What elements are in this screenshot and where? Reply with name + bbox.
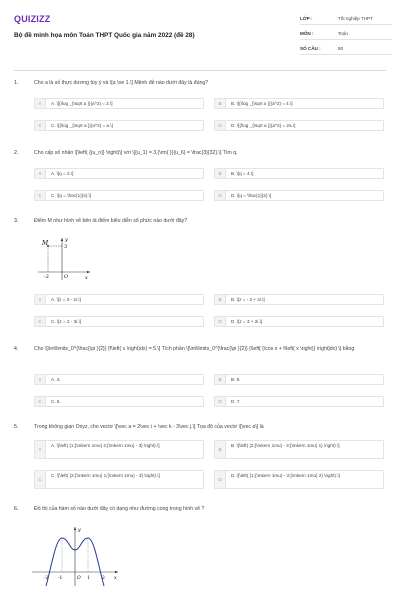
- x-axis-label: x: [114, 575, 117, 581]
- option-letter: D: [215, 191, 226, 200]
- tick-label: -1: [58, 576, 63, 581]
- option-b[interactable]: [214, 374, 384, 385]
- point-label: M: [42, 240, 49, 247]
- function-curve-figure: [30, 524, 120, 588]
- tick-label: -2: [44, 576, 49, 581]
- tick-label-y: 3: [64, 244, 68, 250]
- option-letter: A: [35, 441, 46, 458]
- option-text: A. \[\left( {1;{\mkern 1mu} 2;{\mkern 1mu} - 3} \right).\]: [51, 442, 160, 448]
- question-text: Điểm M như hình vẽ bên là điểm biểu diễn số phức nào dưới đây?: [34, 218, 188, 224]
- meta-label: MÔN :: [300, 31, 314, 36]
- option-letter: A: [35, 295, 46, 304]
- header-divider: [14, 70, 386, 71]
- option-d[interactable]: [214, 470, 384, 489]
- tick-label: 1: [87, 576, 90, 581]
- option-d[interactable]: [214, 120, 384, 131]
- option-d[interactable]: [214, 190, 384, 201]
- option-a[interactable]: [34, 374, 204, 385]
- option-letter: D: [215, 397, 226, 406]
- exam-meta: [300, 14, 392, 59]
- question-number: 5.: [14, 424, 19, 430]
- option-text: C. 6.: [51, 398, 61, 404]
- option-letter: C: [35, 121, 46, 130]
- option-text: A. 4.: [51, 376, 61, 382]
- meta-value: Tốt nghiệp THPT: [338, 16, 373, 21]
- option-letter: D: [215, 121, 226, 130]
- option-b[interactable]: [214, 440, 384, 459]
- y-axis-arrow: [74, 527, 76, 530]
- option-letter: B: [215, 295, 226, 304]
- option-letter: B: [215, 441, 226, 458]
- option-text: D. \[{\log _{\sqrt a }}{a^2} = 2a.\]: [231, 122, 296, 128]
- origin-label: O: [64, 274, 69, 280]
- meta-value: 50: [338, 46, 344, 51]
- option-b[interactable]: [214, 168, 384, 179]
- question-text: Cho \[\int\limits_0^{\frac{\pi }{2}} {f\left( x \right)dx} = 5.\] Tích phân \[\int\limits_0^{\frac{\pi }{2}} {\left[ {\cos x + f\left( x \right)} \right]dx} \] bằng: [34, 346, 355, 352]
- x-axis-arrow: [115, 571, 118, 573]
- question-number: 3.: [14, 218, 19, 224]
- option-c[interactable]: [34, 396, 204, 407]
- option-letter: A: [35, 169, 46, 178]
- option-text: D. \[\left( {1;{\mkern 1mu} - 3;{\mkern 1mu} 2} \right).\]: [231, 472, 340, 478]
- option-a[interactable]: [34, 294, 204, 305]
- option-text: A. \[z = 3 - 2i.\]: [51, 296, 81, 302]
- question-number: 1.: [14, 80, 19, 86]
- question-text: Cho a là số thực dương tùy ý và \[a \ne 1.\] Mệnh đề nào dưới đây là đúng?: [34, 80, 209, 86]
- option-text: C. \[{\log _{\sqrt a }}{a^2} = a.\]: [51, 122, 113, 128]
- option-b[interactable]: [214, 98, 384, 109]
- question-number: 6.: [14, 506, 19, 512]
- option-letter: A: [35, 375, 46, 384]
- option-text: B. \[\left( {2;{\mkern 1mu} - 3;{\mkern 1mu} 1} \right).\]: [231, 442, 340, 448]
- option-letter: B: [215, 375, 226, 384]
- option-letter: B: [215, 99, 226, 108]
- meta-label: SỐ CÂU :: [300, 46, 321, 51]
- option-text: C. \[q = \frac{1}{4}.\]: [51, 192, 92, 198]
- option-letter: C: [35, 397, 46, 406]
- tick-label-x: -2: [44, 274, 49, 280]
- option-text: A. \[q = 2.\]: [51, 170, 74, 176]
- question-text: Đồ thị của hàm số nào dưới đây có dạng như đường cong trong hình vẽ ?: [34, 506, 205, 512]
- option-c[interactable]: [34, 120, 204, 131]
- meta-row-subject: [300, 29, 392, 40]
- x-axis-label: x: [85, 275, 88, 281]
- tick-label: 2: [102, 576, 105, 581]
- option-a[interactable]: [34, 440, 204, 459]
- meta-label: LỚP :: [300, 16, 313, 21]
- question-text: Trong không gian Oxyz, cho vectơ \[\vec a = 2\vec i + \vec k - 3\vec j.\] Tọa độ của vectơ \[\vec a\] là: [34, 424, 264, 430]
- option-text: B. \[{\log _{\sqrt a }}{a^2} = 4.\]: [231, 100, 293, 106]
- option-letter: D: [215, 471, 226, 488]
- option-text: D. \[z = 3 + 2i.\]: [231, 318, 263, 324]
- meta-value: Toán: [338, 31, 348, 36]
- header: [0, 0, 400, 70]
- option-text: C. \[\left( {2;{\mkern 1mu} 1;{\mkern 1mu} - 3} \right).\]: [51, 472, 160, 478]
- option-c[interactable]: [34, 470, 204, 489]
- option-letter: D: [215, 317, 226, 326]
- option-text: B. 8.: [231, 376, 241, 382]
- option-text: C. \[z = 2 - 3i.\]: [51, 318, 81, 324]
- question-number: 2.: [14, 150, 19, 156]
- y-axis-arrow: [61, 238, 63, 241]
- option-letter: A: [35, 99, 46, 108]
- option-letter: C: [35, 317, 46, 326]
- option-text: B. \[z = - 2 + 3i.\]: [231, 296, 265, 302]
- option-text: B. \[q = 4.\]: [231, 170, 254, 176]
- option-d[interactable]: [214, 316, 384, 327]
- option-text: D. 7.: [231, 398, 241, 404]
- option-a[interactable]: [34, 98, 204, 109]
- y-axis-label: y: [65, 237, 68, 243]
- option-b[interactable]: [214, 294, 384, 305]
- option-text: D. \[q = \frac{1}{2}.\]: [231, 192, 272, 198]
- quizizz-logo: QUIZIZZ: [14, 14, 51, 24]
- meta-row-count: [300, 44, 392, 55]
- option-text: A. \[{\log _{\sqrt a }}{a^2} = 2.\]: [51, 100, 113, 106]
- option-a[interactable]: [34, 168, 204, 179]
- option-c[interactable]: [34, 190, 204, 201]
- exam-title: Bộ đề minh họa môn Toán THPT Quốc gia năm 2022 (đề 28): [14, 32, 195, 39]
- option-d[interactable]: [214, 396, 384, 407]
- option-letter: C: [35, 471, 46, 488]
- question-text: Cho cấp số nhân \[\left( {{u_n}} \right)\] với \[{u_1} = 3,{\rm{ }}{u_6} = \frac{3}{32}.\] Tìm q.: [34, 150, 238, 156]
- option-c[interactable]: [34, 316, 204, 327]
- origin-label: O: [77, 576, 81, 581]
- question-number: 4.: [14, 346, 19, 352]
- option-letter: B: [215, 169, 226, 178]
- complex-plane-figure: [34, 234, 94, 284]
- meta-row-class: [300, 14, 392, 25]
- x-axis-arrow: [87, 271, 90, 273]
- option-letter: C: [35, 191, 46, 200]
- y-axis-label: y: [78, 527, 81, 533]
